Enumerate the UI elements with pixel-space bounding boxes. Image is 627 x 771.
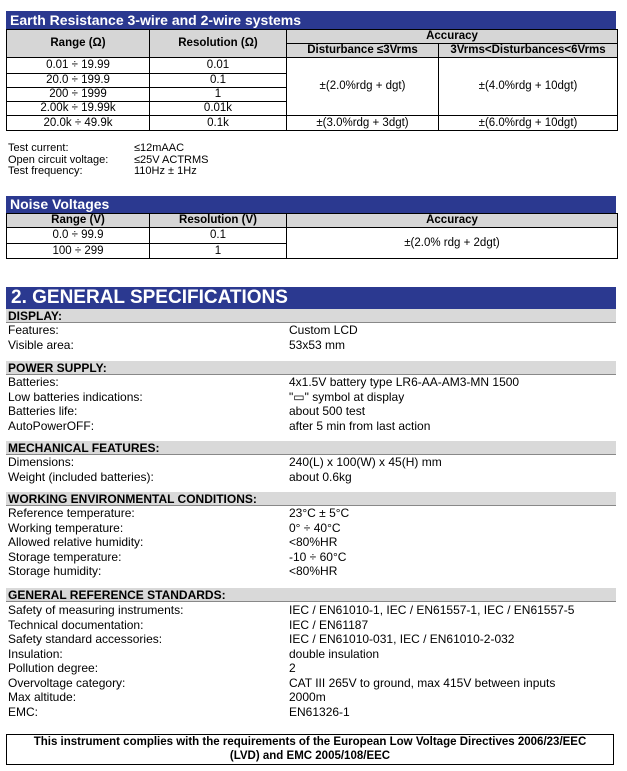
spec-value: 4x1.5V battery type LR6-AA-AM3-MN 1500	[289, 375, 520, 389]
accuracy-header: Accuracy	[287, 30, 618, 44]
spec-key: Storage temperature:	[8, 549, 122, 564]
resolution-header: Resolution (Ω)	[150, 30, 287, 58]
note-row	[8, 166, 209, 178]
spec-key: Working temperature:	[8, 520, 124, 535]
resolution-cell: 0.1k	[150, 116, 287, 131]
spec-row	[8, 506, 614, 521]
spec-key: Batteries:	[8, 375, 59, 389]
spec-row	[8, 535, 614, 550]
spec-row	[8, 676, 614, 691]
spec-key: Visible area:	[8, 337, 74, 352]
spec-value: Custom LCD	[289, 323, 358, 337]
spec-row	[8, 375, 614, 390]
range-cell: 100 ÷ 299	[7, 244, 150, 259]
note-value: ≤25V ACTRMS	[134, 153, 209, 166]
spec-key: Features:	[8, 323, 59, 337]
spec-key: Safety standard accessories:	[8, 632, 163, 646]
range-cell: 2.00k ÷ 19.99k	[7, 102, 150, 116]
spec-row	[8, 705, 614, 720]
spec-value: IEC / EN61187	[289, 617, 369, 632]
spec-row	[8, 323, 614, 338]
compliance-line-2: (LVD) and EMC 2005/108/EEC	[229, 749, 391, 762]
spec-value: "▭" symbol at display	[289, 389, 405, 404]
section-heading-display: DISPLAY:	[6, 309, 616, 323]
note-value: 110Hz ± 1Hz	[134, 165, 197, 177]
resolution-cell: 0.1	[150, 74, 287, 88]
accuracy-last-high: ±(6.0%rdg + 10dgt)	[439, 116, 618, 131]
spec-row	[8, 564, 614, 579]
note-value: ≤12mAAC	[134, 142, 185, 154]
range-cell: 20.0 ÷ 199.9	[7, 74, 150, 88]
spec-value: IEC / EN61010-1, IEC / EN61557-1, IEC / EN61557-5	[289, 603, 575, 617]
range-cell: 200 ÷ 1999	[7, 88, 150, 102]
section-heading-power-supply: POWER SUPPLY:	[6, 361, 616, 375]
spec-value: EN61326-1	[289, 704, 350, 719]
accuracy-group-high: ±(4.0%rdg + 10dgt)	[439, 58, 618, 116]
compliance-line-1: This instrument complies with the requirements of the European Low Voltage Directives 2006/23/EEC	[33, 736, 587, 748]
note-key: Test current:	[8, 142, 69, 154]
noise-voltages-title: Noise Voltages	[6, 196, 616, 213]
spec-row	[8, 647, 614, 662]
spec-key: Weight (included batteries):	[8, 469, 154, 484]
spec-key: Insulation:	[8, 646, 63, 661]
noise-accuracy: ±(2.0% rdg + 2dgt)	[287, 228, 618, 259]
section-heading-mechanical: MECHANICAL FEATURES:	[6, 441, 616, 455]
range-cell: 0.0 ÷ 99.9	[7, 228, 150, 244]
spec-row	[8, 470, 614, 485]
spec-row	[8, 390, 614, 405]
spec-value: <80%HR	[289, 535, 338, 549]
noise-voltages-table	[6, 213, 618, 259]
spec-value: 53x53 mm	[289, 337, 346, 352]
earth-resistance-title: Earth Resistance 3-wire and 2-wire systems	[6, 11, 616, 29]
spec-key: Reference temperature:	[8, 506, 135, 520]
general-specifications-title: 2. GENERAL SPECIFICATIONS	[6, 287, 616, 309]
spec-value: 2	[289, 661, 296, 675]
spec-value: after 5 min from last action	[289, 418, 431, 433]
spec-value: 240(L) x 100(W) x 45(H) mm	[289, 455, 442, 469]
spec-value: -10 ÷ 60°C	[289, 549, 347, 564]
spec-key: Technical documentation:	[8, 617, 144, 632]
compliance-notice	[6, 734, 614, 765]
resolution-header: Resolution (V)	[150, 214, 287, 228]
spec-value: CAT III 265V to ground, max 415V between inputs	[289, 675, 556, 690]
accuracy-header: Accuracy	[287, 214, 618, 228]
spec-value: about 0.6kg	[289, 469, 352, 484]
range-header: Range (V)	[7, 214, 150, 228]
note-row	[8, 143, 209, 155]
spec-value: 0° ÷ 40°C	[289, 520, 341, 535]
spec-value: double insulation	[289, 646, 380, 661]
spec-key: Pollution degree:	[8, 661, 99, 675]
spec-row	[8, 419, 614, 434]
spec-key: Max altitude:	[8, 690, 77, 704]
spec-key: Low batteries indications:	[8, 389, 143, 404]
standards-specs	[8, 603, 614, 719]
power-supply-specs	[8, 375, 614, 433]
disturbance-low-header: Disturbance ≤3Vrms	[287, 44, 439, 58]
spec-row	[8, 618, 614, 633]
spec-value: 23°C ± 5°C	[289, 506, 350, 520]
section-heading-standards: GENERAL REFERENCE STANDARDS:	[6, 588, 616, 602]
spec-row	[8, 603, 614, 618]
spec-row	[8, 338, 614, 353]
spec-value: about 500 test	[289, 404, 366, 418]
note-key: Test frequency:	[8, 165, 83, 177]
section-heading-environmental: WORKING ENVIRONMENTAL CONDITIONS:	[6, 492, 616, 506]
range-header: Range (Ω)	[7, 30, 150, 58]
earth-resistance-table	[6, 29, 618, 131]
spec-row	[8, 632, 614, 647]
spec-key: Batteries life:	[8, 404, 78, 418]
spec-row	[8, 550, 614, 565]
spec-row	[8, 521, 614, 536]
resolution-cell: 0.1	[150, 228, 287, 244]
spec-row	[8, 455, 614, 470]
spec-value: 2000m	[289, 690, 326, 704]
accuracy-last-low: ±(3.0%rdg + 3dgt)	[287, 116, 439, 131]
resolution-cell: 1	[150, 88, 287, 102]
spec-row	[8, 661, 614, 676]
spec-key: Storage humidity:	[8, 564, 102, 578]
spec-key: Dimensions:	[8, 455, 75, 469]
range-cell: 20.0k ÷ 49.9k	[7, 116, 150, 131]
test-notes	[8, 143, 209, 178]
spec-value: <80%HR	[289, 564, 338, 578]
resolution-cell: 1	[150, 244, 287, 259]
resolution-cell: 0.01	[150, 58, 287, 74]
display-specs	[8, 323, 614, 352]
mechanical-specs	[8, 455, 614, 484]
spec-key: EMC:	[8, 704, 38, 719]
disturbance-high-header: 3Vrms<Disturbances<6Vrms	[439, 44, 618, 58]
environmental-specs	[8, 506, 614, 579]
spec-row	[8, 690, 614, 705]
spec-row	[8, 404, 614, 419]
spec-key: AutoPowerOFF:	[8, 418, 95, 433]
accuracy-group-low: ±(2.0%rdg + dgt)	[287, 58, 439, 116]
spec-key: Safety of measuring instruments:	[8, 603, 184, 617]
note-key: Open circuit voltage:	[8, 153, 109, 166]
spec-key: Overvoltage category:	[8, 675, 126, 690]
spec-value: IEC / EN61010-031, IEC / EN61010-2-032	[289, 632, 515, 646]
spec-key: Allowed relative humidity:	[8, 535, 144, 549]
range-cell: 0.01 ÷ 19.99	[7, 58, 150, 74]
resolution-cell: 0.01k	[150, 102, 287, 116]
